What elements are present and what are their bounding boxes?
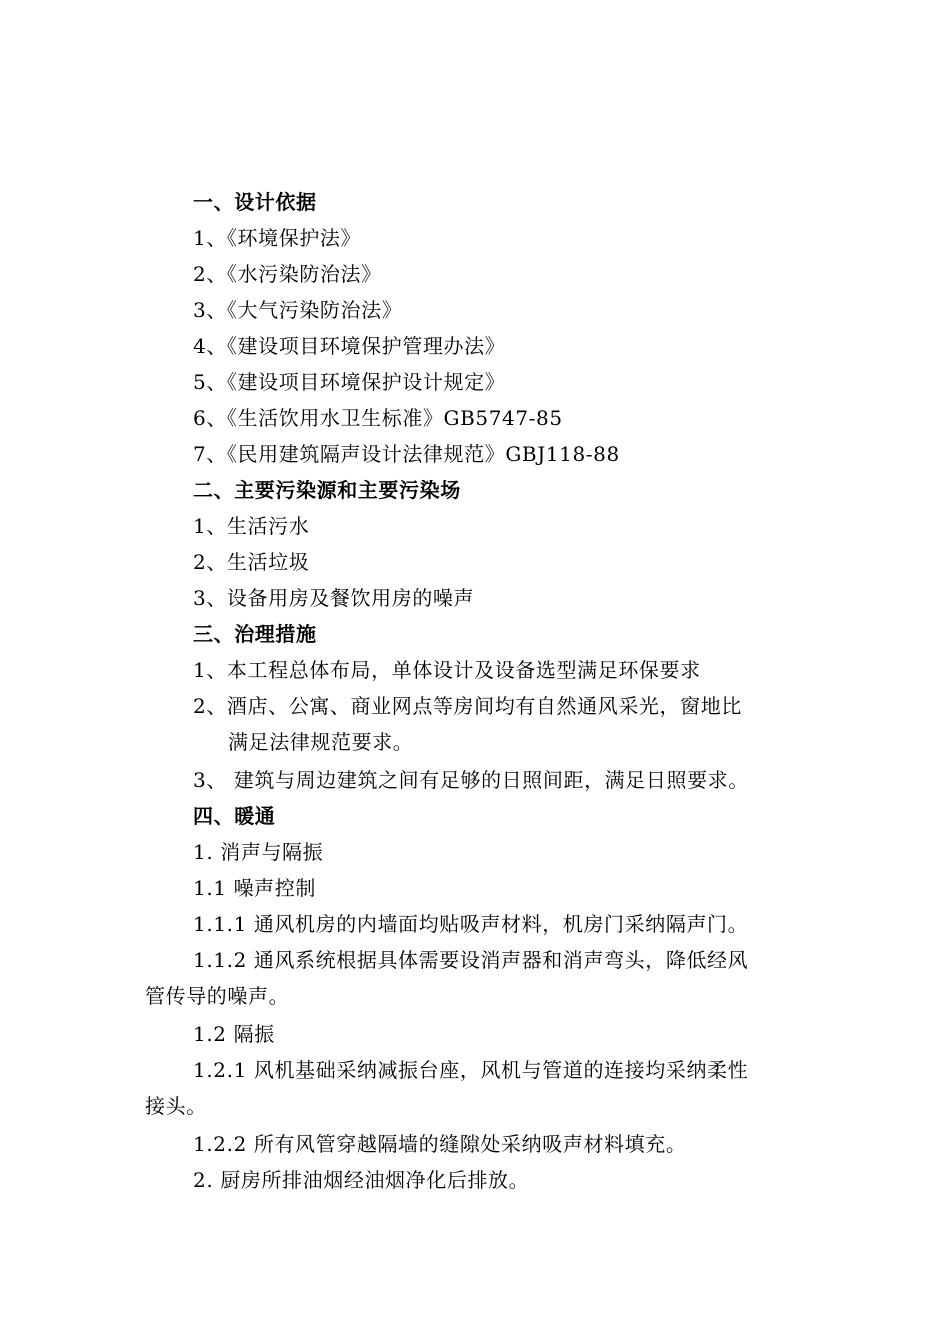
section-heading-pollution-sources: 二、主要污染源和主要污染场 [193, 478, 461, 502]
paragraph-continuation: 管传导的噪声。 [145, 984, 290, 1008]
list-item: 1、本工程总体布局，单体设计及设备选型满足环保要求 [193, 658, 701, 682]
list-item: 1、《环境保护法》 [193, 226, 362, 250]
section-heading-design-basis: 一、设计依据 [193, 190, 317, 214]
paragraph: 1. 消声与隔振 [193, 840, 324, 864]
list-item: 4、《建设项目环境保护管理办法》 [193, 334, 506, 358]
list-item: 2、生活垃圾 [193, 550, 310, 574]
paragraph: 1.1.1 通风机房的内墙面均贴吸声材料，机房门采纳隔声门。 [193, 912, 749, 936]
paragraph: 1.1 噪声控制 [193, 876, 316, 900]
paragraph: 1.2.1 风机基础采纳减振台座，风机与管道的连接均采纳柔性 [193, 1058, 749, 1082]
section-heading-hvac: 四、暖通 [193, 804, 276, 828]
list-item-continuation: 满足法律规范要求。 [228, 730, 414, 754]
paragraph: 1.2 隔振 [193, 1022, 275, 1046]
section-heading-treatment-measures: 三、治理措施 [193, 622, 317, 646]
list-item: 1、生活污水 [193, 514, 310, 538]
paragraph-continuation: 接头。 [145, 1094, 207, 1118]
paragraph: 1.2.2 所有风管穿越隔墙的缝隙处采纳吸声材料填充。 [193, 1132, 687, 1156]
list-item: 2、《水污染防治法》 [193, 262, 382, 286]
list-item: 6、《生活饮用水卫生标准》GB5747-85 [193, 406, 563, 430]
list-item: 2、酒店、公寓、商业网点等房间均有自然通风采光，窗地比 [193, 694, 742, 718]
paragraph: 1.1.2 通风系统根据具体需要设消声器和消声弯头，降低经风 [193, 948, 749, 972]
list-item: 5、《建设项目环境保护设计规定》 [193, 370, 506, 394]
list-item: 3、设备用房及餐饮用房的噪声 [193, 586, 475, 610]
list-item: 3、 建筑与周边建筑之间有足够的日照间距，满足日照要求。 [193, 768, 749, 792]
list-item: 3、《大气污染防治法》 [193, 298, 403, 322]
paragraph: 2. 厨房所排油烟经油烟净化后排放。 [193, 1168, 530, 1192]
list-item: 7、《民用建筑隔声设计法律规范》GBJ118-88 [193, 442, 620, 466]
